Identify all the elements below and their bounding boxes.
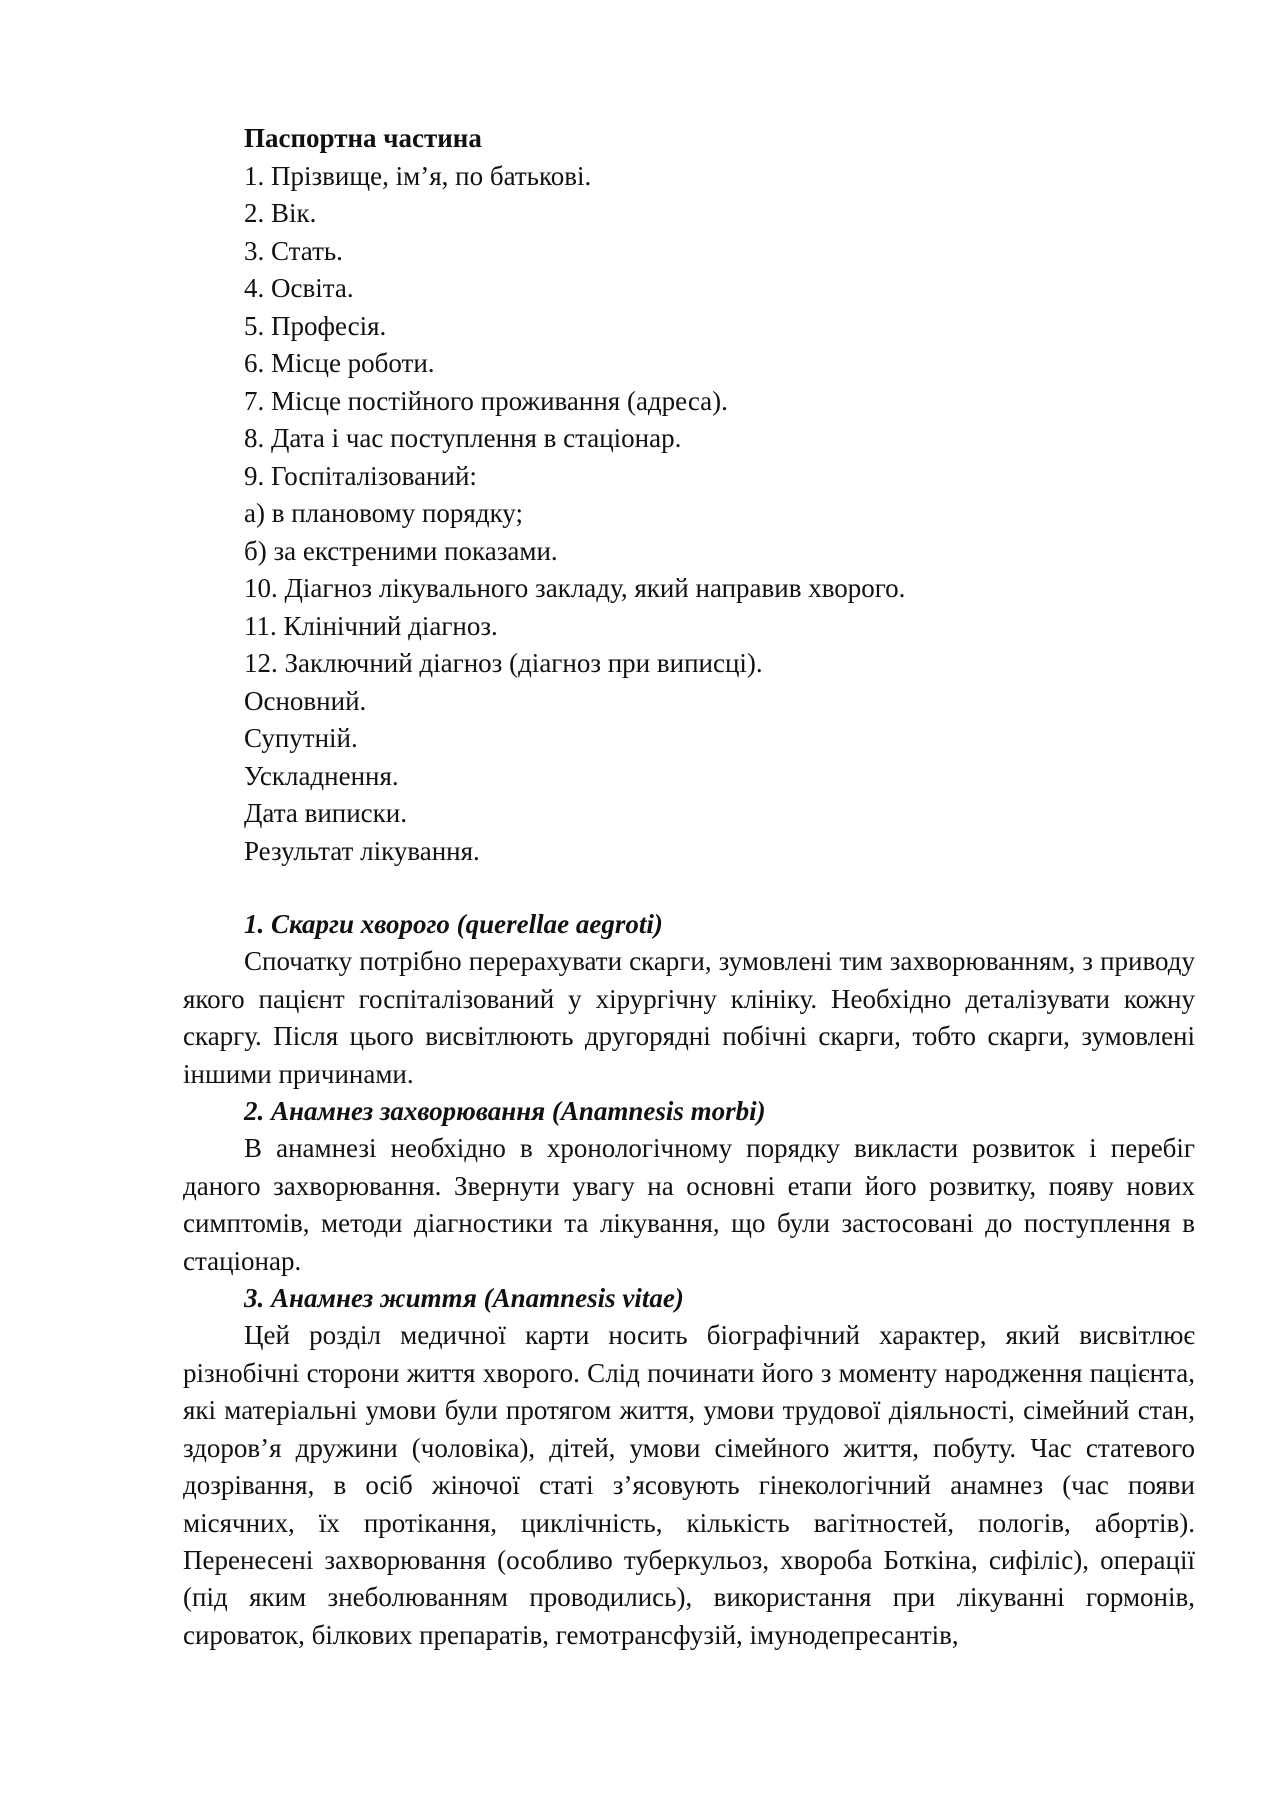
passport-item: 5. Професія. — [244, 310, 387, 341]
section-text-complaints: Спочатку потрібно перерахувати скарги, зумовлені тим захворюванням, з приводу якого пацієнт госпіталізований у хірургічну клініку. Необхідно деталізувати кожну скаргу. Після цього висвітлюють другорядні побічні скарги, тобто скарги, зумовлені іншими причинами. — [183, 946, 1195, 1089]
passport-item: Дата виписки. — [244, 798, 407, 828]
passport-item: 1. Прізвище, ім’я, по батькові. — [244, 160, 592, 191]
passport-item: а) в плановому порядку; — [244, 498, 523, 528]
passport-item: 12. Заключний діагноз (діагноз при виписці). — [244, 648, 763, 678]
passport-item: 8. Дата і час поступлення в стаціонар. — [244, 423, 682, 453]
passport-item: Основний. — [244, 685, 367, 716]
passport-item: Результат лікування. — [244, 835, 480, 866]
passport-item: 4. Освіта. — [244, 273, 354, 303]
passport-item: Супутній. — [244, 723, 358, 753]
passport-item: б) за екстреними показами. — [244, 535, 558, 566]
passport-item: 9. Госпіталізований: — [244, 460, 477, 491]
passport-item: Ускладнення. — [244, 760, 399, 791]
passport-item: 3. Стать. — [244, 235, 343, 266]
passport-item: 7. Місце постійного проживання (адреса). — [244, 385, 728, 416]
section-title-anamnesis-morbi: 2. Анамнез захворювання (Anamnesis morbi) — [244, 1096, 766, 1127]
section-text-anamnesis-morbi: В анамнезі необхідно в хронологічному порядку викласти розвиток і перебіг даного захворювання. Звернути увагу на основні етапи його розвитку, появу нових симптомів, методи діагностики та лікування, що були застосовані до поступлення в стаціонар. — [183, 1133, 1195, 1276]
section-title-complaints: 1. Скарги хворого (querellae aegroti) — [244, 909, 663, 939]
section-text-anamnesis-vitae: Цей розділ медичної карти носить біографічний характер, який висвітлює різнобічні сторони життя хворого. Слід починати його з моменту народження пацієнта, які матеріальні умови були протягом життя, умови трудової діяльності, сімейний стан, здоров’я дружини (чоловіка), дітей, умови сімейного життя, побуту. Час статевого дозрівання, в осіб жіночої статі з’ясовують гінекологічний анамнез (час появи місячних, їх протікання, циклічність, кількість вагітностей, пологів, абортів). Перенесені захворювання (особливо туберкульоз, хвороба Боткіна, сифіліс), операції (під яким знеболюванням проводились), використання при лікуванні гормонів, сироваток, білкових препаратів, гемотрансфузій, імунодепресантів, — [183, 1320, 1195, 1650]
passport-item: 10. Діагноз лікувального закладу, який направив хворого. — [244, 573, 906, 603]
section-title-anamnesis-vitae: 3. Анамнез життя (Anamnesis vitae) — [244, 1283, 684, 1314]
passport-item: 11. Клінічний діагноз. — [244, 610, 498, 641]
passport-item: 6. Місце роботи. — [244, 348, 435, 378]
passport-heading: Паспортна частина — [244, 123, 482, 153]
passport-item: 2. Вік. — [244, 198, 317, 228]
passport-section — [244, 120, 1204, 870]
body-sections — [183, 906, 1195, 1654]
